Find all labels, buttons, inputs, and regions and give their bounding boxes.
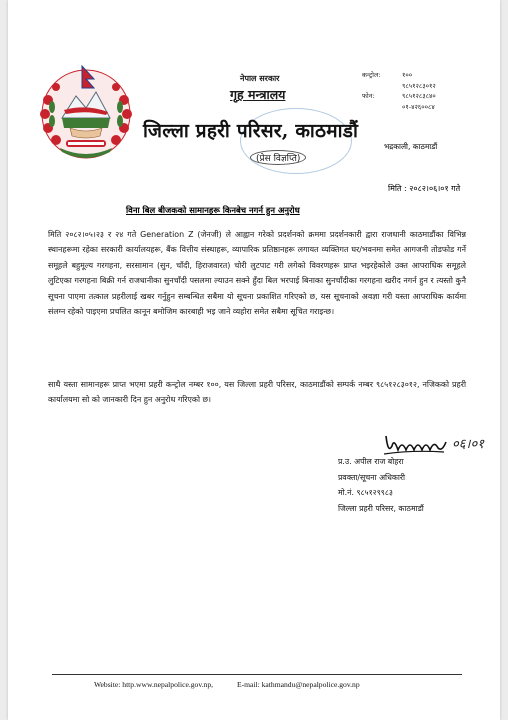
contact-key: कन्ट्रोल:: [362, 71, 381, 79]
contact-value: ९८५१२८३०१२: [402, 81, 436, 90]
footer-website: Website: http.www.nepalpolice.gov.np,: [94, 680, 214, 689]
footer: [94, 680, 382, 689]
signatory-title: प्रवक्ता/सूचना अधिकारी: [338, 472, 406, 482]
contact-row: [362, 81, 482, 92]
body-paragraph-1: मिति २०८२।०५।२३ र २४ गते Generation Z (जेनजी) ले आह्वान गरेको प्रदर्शनको क्रममा प्रदर्शनकारी द्वारा राजधानी काठमाडौंका विभिन्न स्थानहरूमा रहेका सरकारी कार्यालयहरू, बैंक वित्तीय संस्थाहरू, व्यापारिक प्रतिष्ठानहरू लगायत व्यक्तिगत घर/भवनमा समेत आगजनी तोडफोड गर्ने समूहले बहुमूल्य गरगहना, सरसामान (सुन, चाँदी, हिराजवारत) चोरी लुटपाट गरी लगेको विवरणहरू प्राप्त भइरहेकोले उक्त आपराधिक समूहले लुटिएका गरगहना बिक्री गर्न राजधानीका सुनचाँदी पसलमा ल्याउन सक्ने हुँदा बिल भरपाई बिनाका सुनचाँदीका गरगहना खरीद नगर्न हुन र त्यस्तो कुनै सूचना पाएमा तत्काल प्रहरीलाई खबर गर्नुहुन सम्बन्धित सबैमा यो सूचना प्रकाशित गरिएको छ, यस सूचनाको अवज्ञा गरी यस्ता आपराधिक कार्यमा संलग्न रहेको पाइएमा प्रचलित कानून बमोजिम कारबाही भइ जाने व्यहोरा समेत सबैमा सूचित गराइन्छ।: [48, 230, 466, 317]
contact-key: [362, 81, 402, 92]
contact-block: [362, 70, 482, 112]
government-label: नेपाल सरकार: [240, 74, 280, 83]
contact-key: [362, 102, 402, 113]
office-title: जिल्ला प्रहरी परिसर, काठमाडौं: [143, 120, 359, 142]
signatory-mobile: मो.नं. ९८५१२९९८३: [338, 488, 393, 497]
subject-heading: विना बिल बीजकको सामानहरू किनबेच नगर्न हुन अनुरोध: [126, 205, 300, 215]
office-location: भद्रकाली, काठमाडौं: [384, 142, 438, 151]
contact-row: [362, 70, 482, 81]
signatory-office: जिल्ला प्रहरी परिसर, काठमाडौं: [338, 503, 424, 513]
nepal-emblem-icon: [34, 60, 138, 164]
contact-value: १००: [402, 71, 413, 79]
contact-row: [362, 102, 482, 113]
issue-date: मिति : २०८२।०६।०१ गते: [388, 184, 461, 193]
contact-row: [362, 91, 482, 102]
handwritten-date: ०६।०१: [452, 437, 484, 452]
body-paragraph-2: साथै यस्ता सामानहरू प्राप्त भएमा प्रहरी कन्ट्रोल नम्बर १००, यस जिल्ला प्रहरी परिसर, काठमाडौंको सम्पर्क नम्बर ९८५१२८३०१२, नजिकको प्रहरी कार्यालयमा सो को जानकारी दिन हुन अनुरोध गरिएको छ।: [48, 380, 466, 405]
contact-key: फोन:: [362, 92, 375, 101]
signatory-name: प्र.उ. अपील राज बोहरा: [338, 457, 404, 466]
footer-email: E-mail: kathmandu@nepalpolice.gov.np: [236, 680, 360, 689]
signatory-block: [338, 454, 424, 516]
footer-divider: [52, 674, 462, 675]
press-release-page: [8, 0, 500, 720]
contact-value: ९८५१२८३८४०: [402, 92, 436, 101]
ministry-name: गृह मन्त्रालय: [230, 87, 286, 102]
press-release-label: (प्रेस विज्ञप्ति): [250, 150, 306, 165]
contact-value: ०१-४२६००८४: [402, 102, 435, 111]
